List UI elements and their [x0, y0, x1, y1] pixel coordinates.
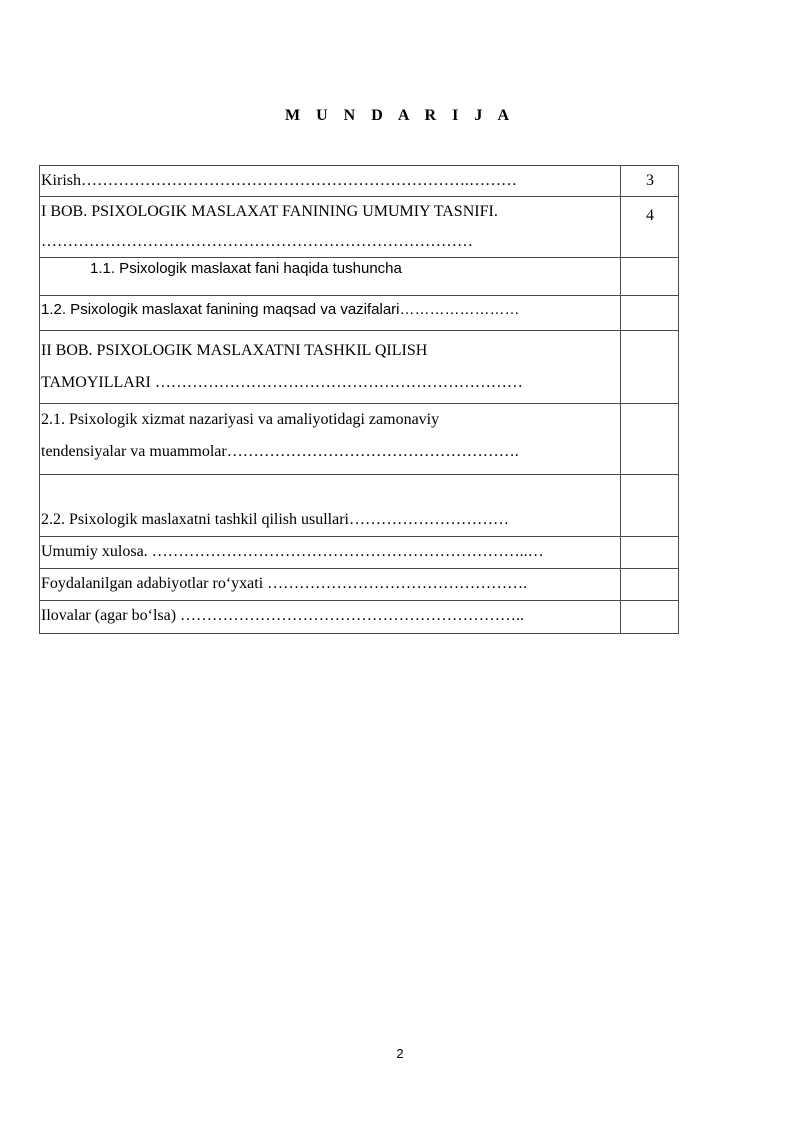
toc-page-number: 3 [621, 166, 679, 197]
toc-entry-text: 2.2. Psixologik maslaxatni tashkil qilish usullari………………………… [41, 511, 509, 528]
toc-entry-text: 2.1. Psixologik xizmat nazariyasi va amaliyotidagi zamonaviy [41, 411, 440, 428]
toc-page-number [621, 404, 679, 475]
toc-entry-text: I BOB. PSIXOLOGIK MASLAXAT FANINING UMUMIY TASNIFI. [41, 203, 498, 220]
toc-entry [40, 258, 621, 296]
toc-entry-blank-line [41, 475, 620, 505]
toc-page-number [621, 475, 679, 537]
toc-entry-text: Ilovalar (agar bo‘lsa) ……………………………………………………….. [41, 607, 525, 624]
toc-row-section-2-1 [40, 404, 679, 475]
toc-entry-leader: ……………………………………………………………………… [41, 233, 473, 250]
toc-page-number [621, 296, 679, 331]
toc-row-section-2-2 [40, 475, 679, 537]
toc-entry-text-cont: TAMOYILLARI …………………………………………………………… [41, 374, 523, 391]
toc-row-section-1-2 [40, 296, 679, 331]
toc-entry [40, 404, 621, 475]
toc-row-chapter-2 [40, 331, 679, 404]
page-number: 2 [396, 1046, 404, 1061]
document-title: M U N D A R I J A [284, 107, 515, 124]
toc-row-section-1-1 [40, 258, 679, 296]
toc-entry-text: 1.1. Psixologik maslaxat fani haqida tushuncha [90, 260, 402, 277]
table-of-contents [39, 165, 679, 634]
toc-row-appendices [40, 601, 679, 634]
toc-entry [40, 601, 621, 634]
toc-entry [40, 331, 621, 404]
toc-entry [40, 475, 621, 537]
toc-entry-text: Kirish……………………………………………………………….……… [41, 172, 517, 189]
toc-page-number [621, 258, 679, 296]
toc-row-chapter-1 [40, 197, 679, 258]
toc-row-conclusion [40, 537, 679, 569]
toc-row-kirish [40, 166, 679, 197]
toc-entry-text: 1.2. Psixologik maslaxat fanining maqsad va vazifalari…………………… [41, 301, 520, 318]
toc-entry [40, 197, 621, 258]
toc-page-number [621, 569, 679, 601]
toc-entry [40, 537, 621, 569]
toc-page-number [621, 331, 679, 404]
toc-entry [40, 569, 621, 601]
toc-page-number: 4 [621, 197, 679, 258]
toc-entry-text: Foydalanilgan adabiyotlar ro‘yxati …………………………………………. [41, 575, 528, 592]
toc-entry-text: Umumiy xulosa. ……………………………………………………………..… [41, 543, 544, 560]
toc-entry-text: II BOB. PSIXOLOGIK MASLAXATNI TASHKIL QILISH [41, 342, 428, 359]
toc-row-references [40, 569, 679, 601]
toc-entry [40, 296, 621, 331]
toc-entry [40, 166, 621, 197]
toc-page-number [621, 601, 679, 634]
toc-entry-text-cont: tendensiyalar va muammolar………………………………………………. [41, 443, 519, 460]
toc-page-number [621, 537, 679, 569]
